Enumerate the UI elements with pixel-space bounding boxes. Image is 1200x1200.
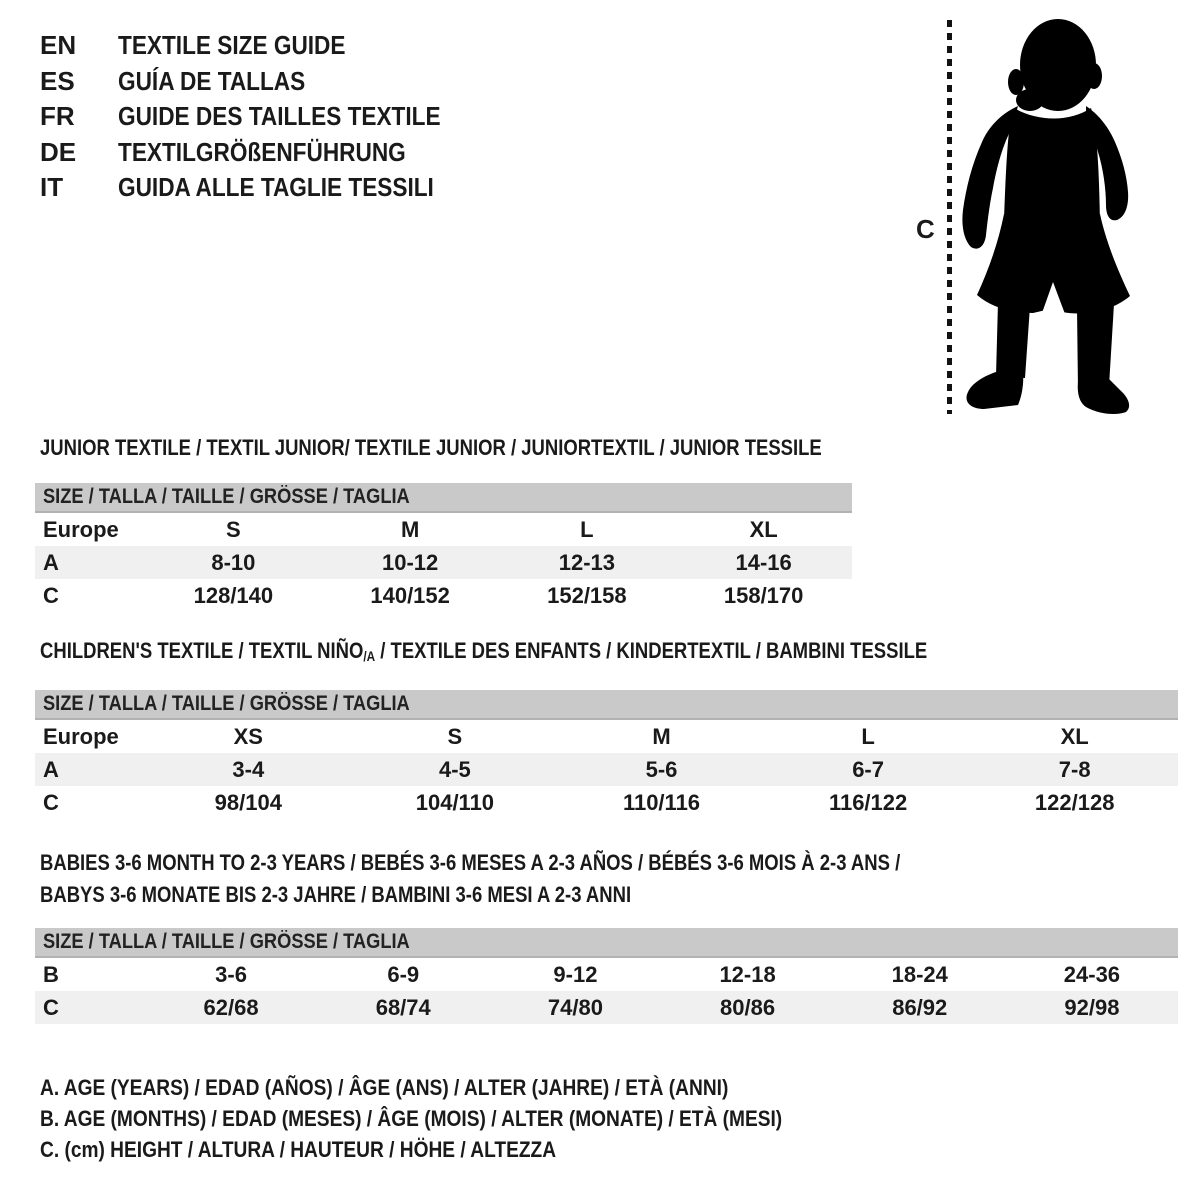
months-value: 6-9 [387, 962, 420, 987]
table-row-months [35, 958, 1178, 991]
row-label: A [43, 550, 59, 575]
size-value: S [226, 517, 241, 542]
junior-size-table [35, 483, 852, 612]
children-heading-rest: / TEXTILE DES ENFANTS / KINDERTEXTIL / BAMBINI TESSILE [375, 638, 928, 663]
months-value: 12-18 [719, 962, 776, 987]
table-row-height [35, 786, 1178, 819]
size-value: L [861, 724, 875, 749]
babies-heading-line2: BABYS 3-6 MONATE BIS 2-3 JAHRE / BAMBINI 3-6 MESI A 2-3 ANNI [40, 882, 632, 907]
toddler-silhouette-icon [958, 16, 1140, 420]
table-row-height [35, 991, 1178, 1024]
height-value: 92/98 [1064, 995, 1120, 1020]
children-size-table [35, 690, 1178, 819]
legend-line-c [40, 1134, 893, 1165]
height-value: 98/104 [214, 790, 282, 815]
table-row-europe [35, 513, 852, 546]
legend-text: A. AGE (YEARS) / EDAD (AÑOS) / ÂGE (ANS) / ALTER (JAHRE) / ETÀ (ANNI) [40, 1075, 729, 1100]
months-value: 24-36 [1063, 962, 1121, 987]
language-row [40, 170, 489, 206]
children-heading-text [40, 639, 927, 668]
row-label: Europe [43, 724, 119, 749]
row-label: C [43, 583, 59, 608]
babies-section-heading [40, 847, 1064, 911]
babies-size-table [35, 928, 1178, 1024]
months-value: 9-12 [553, 962, 598, 987]
size-header-bar [35, 690, 1178, 720]
table-row-height [35, 579, 852, 612]
size-header-bar [35, 483, 852, 513]
height-value: 62/68 [203, 995, 259, 1020]
language-code: FR [40, 101, 75, 131]
height-value: 116/122 [828, 790, 908, 815]
size-header-text: SIZE / TALLA / TAILLE / GRÖSSE / TAGLIA [43, 692, 410, 715]
language-row [40, 99, 489, 135]
height-dashed-line [947, 20, 952, 414]
size-header-text: SIZE / TALLA / TAILLE / GRÖSSE / TAGLIA [43, 930, 410, 953]
height-value: 122/128 [1034, 790, 1115, 815]
row-label: B [43, 962, 59, 987]
age-value: 10-12 [381, 550, 439, 575]
row-label: Europe [43, 517, 119, 542]
babies-heading-line1: BABIES 3-6 MONTH TO 2-3 YEARS / BEBÉS 3-6 MESES A 2-3 AÑOS / BÉBÉS 3-6 MOIS À 2-3 ANS / [40, 850, 901, 875]
table-row-europe [35, 720, 1178, 753]
language-code: EN [40, 30, 77, 60]
children-heading-sub: /A [363, 648, 376, 664]
size-value: M [652, 724, 671, 749]
age-value: 7-8 [1058, 757, 1091, 782]
age-value: 14-16 [735, 550, 792, 575]
language-title-block [40, 28, 489, 206]
age-value: 4-5 [438, 757, 471, 782]
row-label: C [43, 995, 59, 1020]
height-measure-label: C [916, 214, 935, 244]
height-value: 74/80 [547, 995, 603, 1020]
children-section-heading [40, 639, 1096, 668]
legend-text: C. (cm) HEIGHT / ALTURA / HAUTEUR / HÖHE / ALTEZZA [40, 1137, 557, 1162]
language-title: GUIDA ALLE TAGLIE TESSILI [118, 172, 434, 202]
age-value: 5-6 [645, 757, 678, 782]
size-header-bar [35, 928, 1178, 958]
age-value: 3-4 [232, 757, 265, 782]
size-value: S [447, 724, 463, 749]
legend-block [40, 1072, 893, 1165]
height-value: 86/92 [892, 995, 948, 1020]
language-title: TEXTILE SIZE GUIDE [118, 30, 346, 60]
language-row [40, 64, 489, 100]
months-value: 3-6 [215, 962, 247, 987]
age-value: 6-7 [852, 757, 884, 782]
row-label: A [43, 757, 59, 782]
language-title: TEXTILGRÖßENFÜHRUNG [118, 136, 406, 167]
junior-section-heading [40, 436, 971, 460]
legend-line-b [40, 1103, 893, 1134]
language-code: ES [40, 65, 75, 96]
height-value: 140/152 [370, 583, 450, 608]
height-value: 128/140 [193, 583, 274, 608]
size-header-text: SIZE / TALLA / TAILLE / GRÖSSE / TAGLIA [43, 485, 410, 508]
size-value: XL [749, 517, 778, 542]
table-row-age [35, 546, 852, 579]
table-row-age [35, 753, 1178, 786]
height-value: 68/74 [375, 995, 431, 1020]
size-value: XL [1060, 724, 1089, 749]
age-value: 8-10 [211, 550, 256, 575]
legend-line-a [40, 1072, 893, 1103]
size-value: L [580, 517, 594, 542]
language-code: IT [40, 172, 64, 202]
height-value: 158/170 [723, 583, 804, 608]
language-row [40, 135, 489, 171]
junior-heading-text: JUNIOR TEXTILE / TEXTIL JUNIOR/ TEXTILE JUNIOR / JUNIORTEXTIL / JUNIOR TESSILE [40, 435, 822, 460]
age-value: 12-13 [558, 550, 616, 575]
language-title: GUIDE DES TAILLES TEXTILE [118, 101, 441, 131]
legend-text: B. AGE (MONTHS) / EDAD (MESES) / ÂGE (MOIS) / ALTER (MONATE) / ETÀ (MESI) [40, 1106, 783, 1131]
height-value: 104/110 [415, 790, 495, 815]
language-code: DE [40, 136, 77, 167]
size-value: M [400, 517, 420, 542]
height-value: 80/86 [720, 995, 776, 1020]
months-value: 18-24 [891, 962, 948, 987]
language-row [40, 28, 489, 64]
height-value: 152/158 [547, 583, 627, 608]
language-title: GUÍA DE TALLAS [118, 65, 306, 96]
height-value: 110/116 [622, 790, 701, 815]
row-label: C [43, 790, 59, 815]
size-value: XS [233, 724, 263, 749]
children-heading-main: CHILDREN'S TEXTILE / TEXTIL NIÑO [40, 638, 364, 663]
